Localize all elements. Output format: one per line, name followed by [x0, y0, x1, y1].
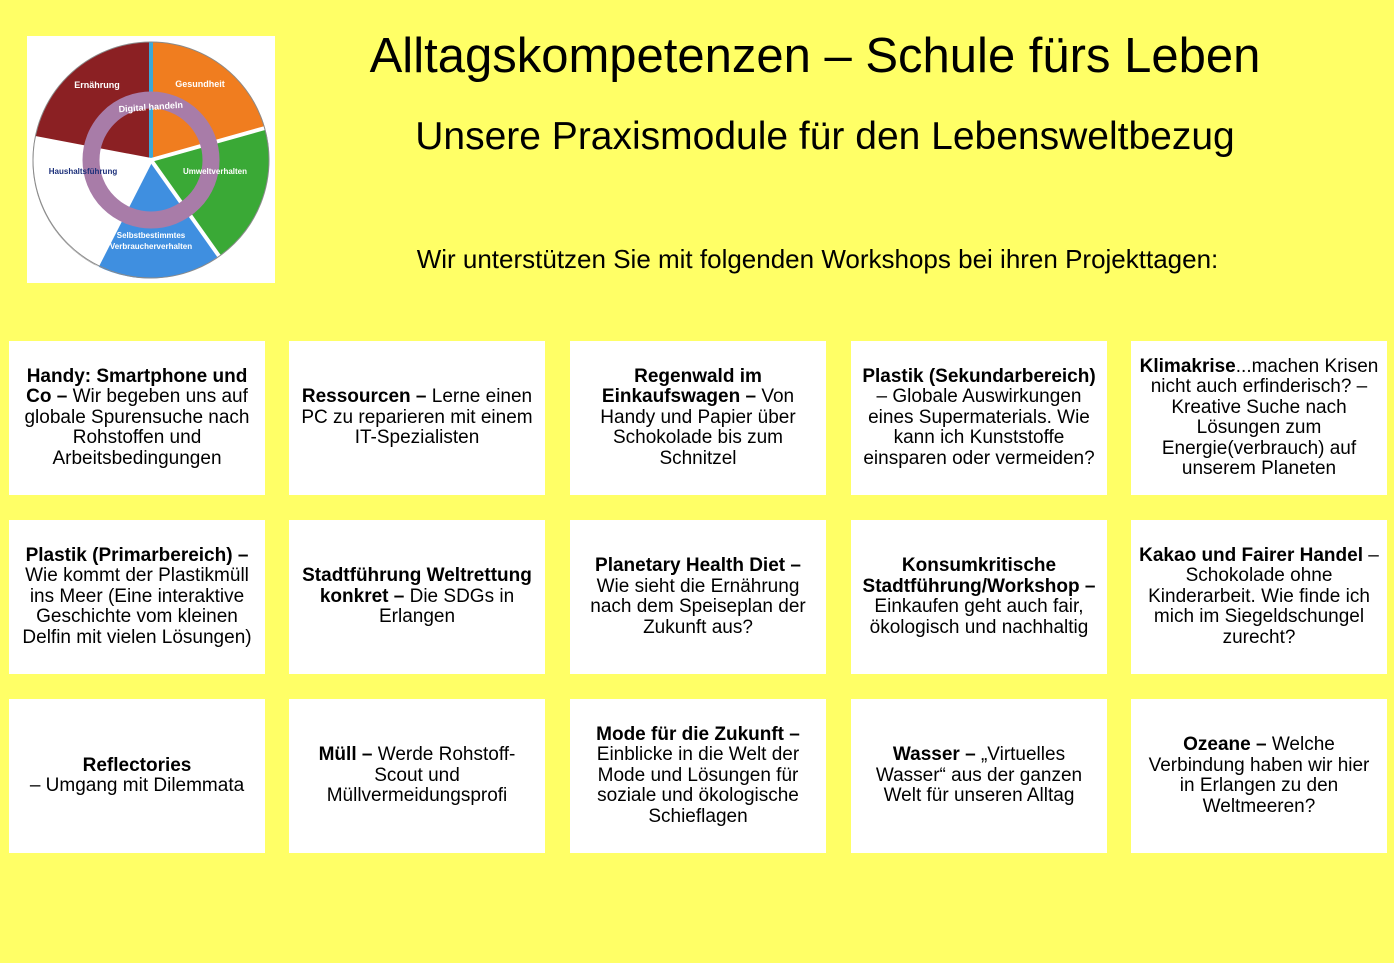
segment-label-ernaehrung: Ernährung	[74, 80, 120, 90]
segment-label-haushalt: Haushaltsführung	[48, 167, 118, 176]
workshop-title: Stadtführung Weltrettung konkret –	[302, 565, 532, 607]
workshop-title: Ozeane –	[1183, 734, 1267, 755]
workshop-description: Welche Verbindung haben wir hier in Erlangen zu den Weltmeeren?	[1148, 734, 1370, 817]
alltagskompetenzen-logo	[27, 36, 275, 283]
workshop-description: Werde Rohstoff-Scout und Müllvermeidungsprofi	[326, 744, 516, 807]
workshop-description: Wie sieht die Ernährung nach dem Speiseplan der Zukunft aus?	[590, 575, 806, 638]
workshop-card	[1131, 520, 1387, 674]
workshop-title: Planetary Health Diet –	[595, 555, 801, 576]
workshop-title: Reflectories	[82, 754, 192, 776]
workshop-description: – Globale Auswirkungen eines Supermaterials. Wie kann ich Kunststoffe einsparen oder vermeiden?	[863, 386, 1095, 469]
workshop-card	[289, 699, 545, 853]
workshop-card	[1131, 341, 1387, 495]
workshop-title: Konsumkritische Stadtführung/Workshop –	[862, 555, 1096, 597]
workshop-card	[9, 520, 265, 674]
workshop-card	[570, 520, 826, 674]
workshop-description: ...machen Krisen nicht auch erfinderisch? – Kreative Suche nach Lösungen zum Energie(verbrauch) auf unserem Planeten	[1150, 355, 1379, 479]
workshop-title: Klimakrise	[1139, 355, 1236, 377]
workshop-card	[1131, 699, 1387, 853]
workshop-title: Regenwald im Einkaufswagen –	[601, 365, 762, 408]
workshop-description: Einkaufen geht auch fair, ökologisch und nachhaltig	[869, 596, 1089, 638]
workshop-description: – Schokolade ohne Kinderarbeit. Wie finde ich mich im Siegeldschungel zurecht?	[1148, 544, 1379, 648]
workshop-card	[851, 699, 1107, 853]
workshop-card	[570, 699, 826, 853]
competence-wheel-graphic	[27, 36, 275, 283]
workshop-title: Wasser –	[892, 744, 976, 766]
segment-label-gesundheit: Gesundheit	[175, 79, 225, 89]
workshop-description: Von Handy und Papier über Schokolade bis zum Schnitzel	[600, 386, 796, 469]
workshop-card	[289, 341, 545, 495]
workshop-description: Einblicke in die Welt der Mode und Lösungen für soziale und ökologische Schieflagen	[596, 744, 800, 827]
workshop-description: – Umgang mit Dilemmata	[29, 775, 245, 796]
workshop-description: Lerne einen PC zu reparieren mit einem IT-Spezialisten	[301, 386, 533, 449]
workshop-title: Plastik (Sekundarbereich)	[862, 365, 1096, 387]
workshop-title: Kakao und Fairer Handel	[1139, 544, 1363, 566]
workshop-card	[289, 520, 545, 674]
workshop-title: Ressourcen –	[301, 386, 427, 408]
workshop-title: Müll –	[318, 744, 373, 766]
segment-label-verbraucher-1: Selbstbestimmtes	[116, 231, 186, 240]
workshop-title: Handy: Smartphone und Co –	[26, 365, 248, 408]
workshop-card	[9, 341, 265, 495]
page-subtitle: Unsere Praxismodule für den Lebensweltbezug	[415, 115, 1235, 158]
workshop-description: Wie kommt der Plastikmüll ins Meer (Eine interaktive Geschichte vom kleinen Delfin mit vielen Lösungen)	[22, 565, 252, 648]
segment-label-umwelt: Umweltverhalten	[182, 167, 248, 176]
workshop-title: Plastik (Primarbereich) –	[25, 544, 249, 566]
workshop-card	[851, 341, 1107, 495]
page-title: Alltagskompetenzen – Schule fürs Leben	[369, 29, 1261, 83]
workshop-card	[570, 341, 826, 495]
workshop-title: Mode für die Zukunft –	[596, 723, 800, 745]
workshop-description: Die SDGs in Erlangen	[378, 585, 515, 628]
workshop-card	[9, 699, 265, 853]
intro-text: Wir unterstützen Sie mit folgenden Workshops bei ihren Projekttagen:	[416, 244, 1219, 274]
workshop-card	[851, 520, 1107, 674]
workshop-description: Wir begeben uns auf globale Spurensuche nach Rohstoffen und Arbeitsbedingungen	[24, 386, 250, 469]
segment-label-verbraucher-2: Verbraucherverhalten	[109, 242, 193, 251]
workshop-description: „Virtuelles Wasser“ aus der ganzen Welt für unseren Alltag	[875, 744, 1083, 807]
ring-label-digital: Digital handeln	[118, 99, 184, 115]
